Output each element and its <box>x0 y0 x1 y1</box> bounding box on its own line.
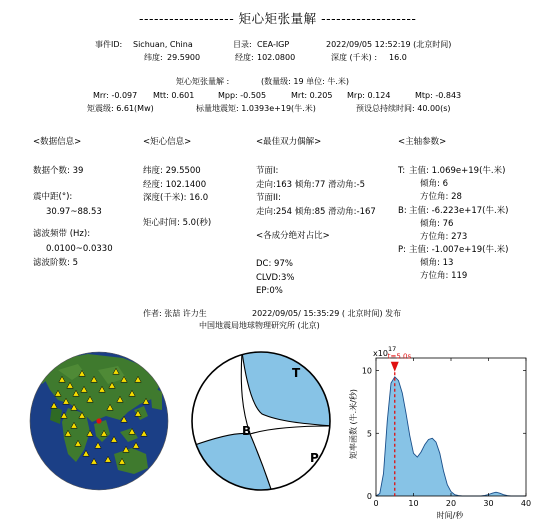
t-axis-plunge: 倾角: 6 <box>420 179 448 189</box>
dist-value: 30.97~88.53 <box>46 207 102 217</box>
b-axis-azimuth: 方位角: 273 <box>420 232 468 242</box>
mt-duration: 预设总持续时间: 40.00(s) <box>356 104 451 113</box>
mt-header: 矩心矩张量解 : <box>176 77 230 86</box>
b-axis-marker: B <box>242 424 252 438</box>
t-axis-value: 主值: 1.069e+19(牛.米) <box>409 166 506 176</box>
page-title: ------------------- 矩心矩张量解 ------------------- <box>139 11 417 26</box>
mt-mtt: Mtt: 0.601 <box>153 91 195 100</box>
t-axis-marker: T <box>292 366 301 380</box>
dc-percent: DC: 97% <box>256 259 293 269</box>
principal-header: <主轴参数> <box>398 137 447 147</box>
mt-mw: 矩震级: 6.61(Mw) <box>87 104 154 113</box>
dc-header: <最佳双力偶解> <box>256 137 322 147</box>
np1-label: 节面I: <box>256 166 279 176</box>
p-axis-value: 主值: -1.007e+19(牛.米) <box>409 245 509 255</box>
dist-label: 震中距(°): <box>33 192 73 202</box>
x-tick-label: 10 <box>408 499 419 508</box>
mt-mrp: Mrp: 0.124 <box>347 91 391 100</box>
x-tick-label: 40 <box>520 499 532 508</box>
event-lon-label: 经度: <box>235 53 254 62</box>
filter-order: 滤波阶数: 5 <box>33 258 78 268</box>
p-axis-azimuth: 方位角: 119 <box>420 271 468 281</box>
p-axis-plunge: 倾角: 13 <box>420 258 454 268</box>
y-tick-label: 0 <box>366 492 372 501</box>
epicenter-marker <box>96 418 101 423</box>
t-axis-azimuth: 方位角: 28 <box>420 192 462 202</box>
y-tick-label: 10 <box>361 366 372 376</box>
chart-ylabel: 矩率函数 (牛.米/秒) <box>349 388 358 460</box>
x-tick-label: 30 <box>483 499 494 508</box>
mt-mrt: Mrt: 0.205 <box>291 91 333 100</box>
np1-values: 走向:163 倾角:77 滑动角:-5 <box>256 180 366 190</box>
centroid-time-label: t=5.0s <box>387 352 412 361</box>
np2-label: 节面II: <box>256 193 281 203</box>
mt-mpp: Mpp: -0.505 <box>218 91 267 100</box>
b-axis-value: 主值: -6.223e+17(牛.米) <box>409 206 509 216</box>
centroid-lat: 纬度: 29.5500 <box>143 166 201 176</box>
centroid-depth: 深度(千米): 16.0 <box>143 193 209 203</box>
institution: 中国地震局地球物理研究所 (北京) <box>199 321 320 330</box>
mt-m0: 标量地震矩: 1.0393e+19(牛.米) <box>196 104 316 113</box>
mt-scale: (数量级: 19 单位: 牛.米) <box>261 77 349 86</box>
b-axis-plunge: 倾角: 76 <box>420 219 454 229</box>
moment-rate-area <box>376 377 526 496</box>
x-tick-label: 20 <box>445 499 457 508</box>
ep-percent: EP:0% <box>256 286 283 296</box>
event-time: 2022/09/05 12:52:19 (北京时间) <box>326 40 452 49</box>
published-time: 2022/09/05/ 15:35:29 ( 北京时间) 发布 <box>252 309 402 318</box>
event-lat-label: 纬度: <box>144 53 163 62</box>
clvd-percent: CLVD:3% <box>256 273 295 283</box>
authors: 作者: 张喆 许力生 <box>143 309 207 318</box>
t-axis-label: T: <box>398 166 406 176</box>
chart-exponent-power: 17 <box>388 345 397 353</box>
moment-rate-chart <box>340 344 554 521</box>
band-label: 滤波频带 (Hz): <box>33 229 91 239</box>
p-axis-marker: P <box>310 451 319 465</box>
data-info-header: <数据信息> <box>33 137 82 147</box>
x-tick-label: 0 <box>373 499 379 508</box>
band-value: 0.0100~0.0330 <box>46 244 113 254</box>
y-tick-label: 5 <box>366 429 372 439</box>
component-header: <各成分绝对占比> <box>256 231 330 241</box>
station-map <box>28 350 170 492</box>
p-axis-label: P: <box>398 245 406 255</box>
event-depth-value: 16.0 <box>389 53 407 62</box>
event-id-label: 事件ID: <box>95 40 123 49</box>
mt-mrr: Mrr: -0.097 <box>93 91 138 100</box>
mt-mtp: Mtp: -0.843 <box>415 91 462 100</box>
centroid-header: <矩心信息> <box>143 137 192 147</box>
event-id-value: Sichuan, China <box>133 40 193 49</box>
chart-exponent-base: x10 <box>373 349 388 358</box>
centroid-time: 矩心时间: 5.0(秒) <box>143 218 212 228</box>
event-depth-label: 深度 (千米) : <box>331 53 378 62</box>
catalog-value: CEA-IGP <box>257 40 290 49</box>
b-axis-label: B: <box>398 206 407 216</box>
catalog-label: 目录: <box>233 40 252 49</box>
beachball-diagram <box>190 350 332 492</box>
chart-xlabel: 时间/秒 <box>436 511 464 520</box>
centroid-time-marker <box>391 362 399 372</box>
data-count: 数据个数: 39 <box>33 166 84 176</box>
np2-values: 走向:254 倾角:85 滑动角:-167 <box>256 207 376 217</box>
centroid-lon: 经度: 102.1400 <box>143 180 207 190</box>
event-lon-value: 102.0800 <box>257 53 296 62</box>
event-lat-value: 29.5900 <box>167 53 201 62</box>
